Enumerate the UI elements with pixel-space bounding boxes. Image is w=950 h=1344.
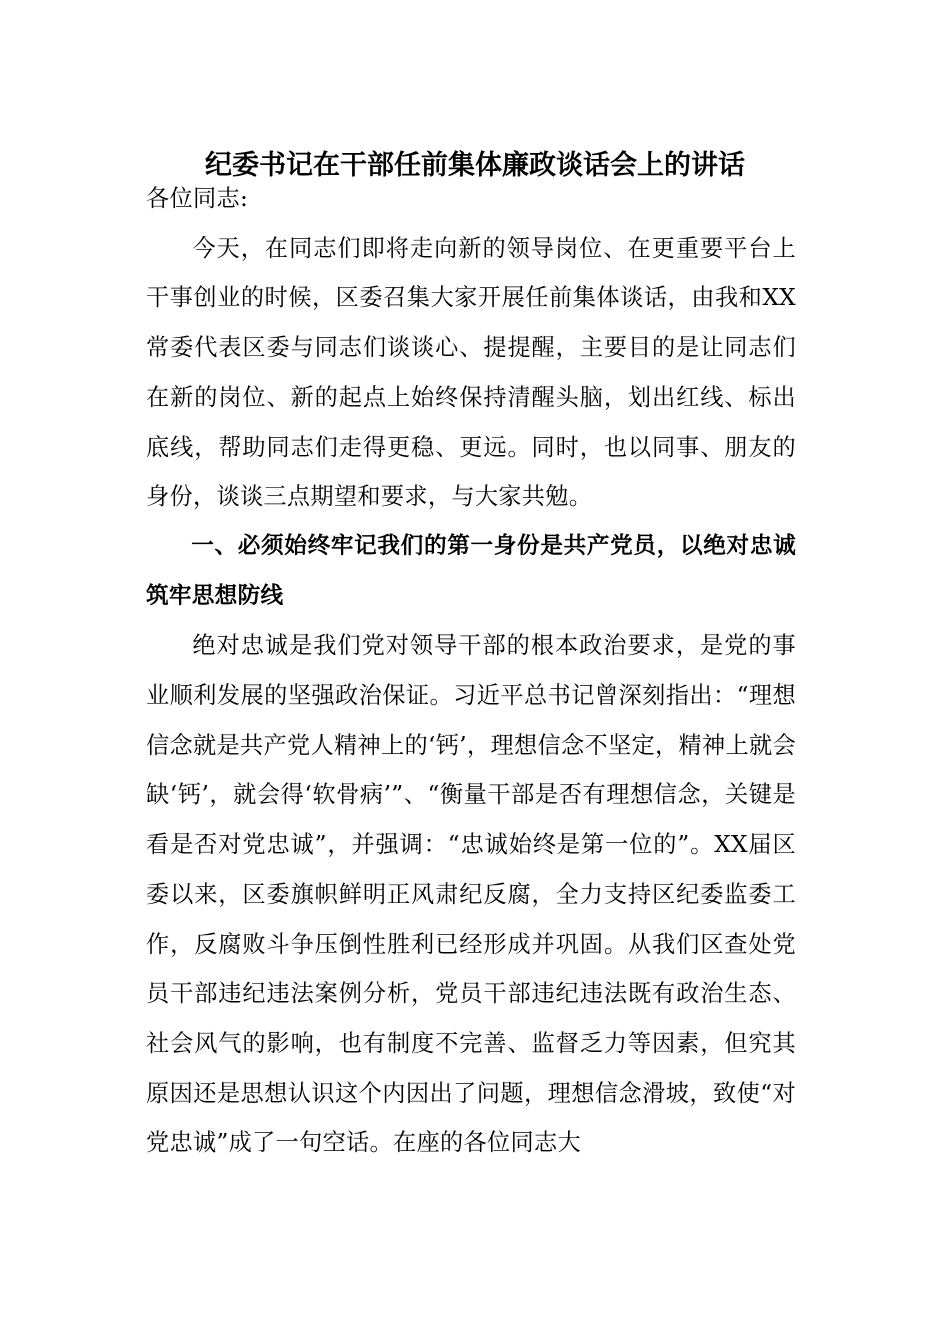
document-body [146,174,796,1168]
document-title: 纪委书记在干部任前集体廉政谈话会上的讲话 [205,150,745,181]
section-heading: 一、必须始终牢记我们的第一身份是共产党员，以绝对忠诚筑牢思想防线 [146,532,796,609]
salutation: 各位同志: [146,185,249,212]
body-paragraph: 今天，在同志们即将走向新的领导岗位、在更重要平台上干事创业的时候，区委召集大家开展任前集体谈话，由我和XX常委代表区委与同志们谈谈心、提提醒，主要目的是让同志们在新的岗位、新的起点上始终保持清醒头脑，划出红线、标出底线，帮助同志们走得更稳、更远。同时，也以同事、朋友的身份，谈谈三点期望和要求，与大家共勉。 [146,234,796,511]
body-paragraph: 绝对忠诚是我们党对领导干部的根本政治要求，是党的事业顺利发展的坚强政治保证。习近平总书记曾深刻指出：“理想信念就是共产党人精神上的‘钙’，理想信念不坚定，精神上就会缺‘钙’，就会得‘软骨病’”、“衡量干部是否有理想信念，关键是看是否对党忠诚”，并强调：“忠诚始终是第一位的”。XX届区委以来，区委旗帜鲜明正风肃纪反腐，全力支持区纪委监委工作，反腐败斗争压倒性胜利已经形成并巩固。从我们区查处党员干部违纪违法案例分析，党员干部违纪违法既有政治生态、社会风气的影响，也有制度不完善、监督乏力等因素，但究其原因还是思想认识这个内因出了问题，理想信念滑坡，致使“对党忠诚”成了一句空话。在座的各位同志大 [146,632,796,1157]
